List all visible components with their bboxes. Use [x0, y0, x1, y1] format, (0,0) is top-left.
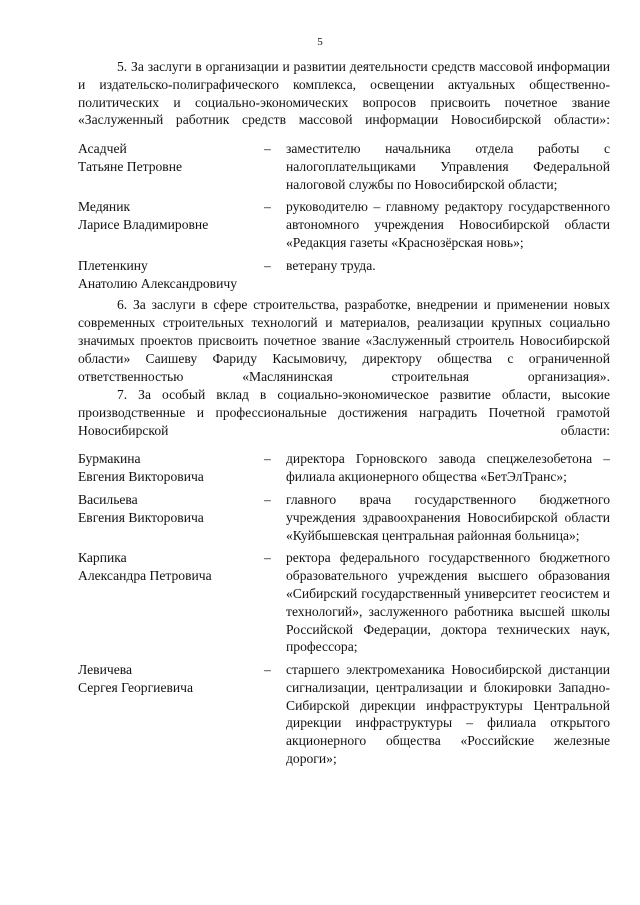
- paragraph-section-5: 5. За заслуги в организации и развитии деятельности средств массовой информации и издательско-полиграфического комплекса, освещении актуальных общественно-политических и социально-экономических вопросов присвоить почетное звание «Заслуженный работник средств массовой информации Новосибирской области»:: [78, 59, 610, 128]
- given-names: Татьяне Петровне: [78, 158, 183, 174]
- award-entry: [78, 450, 610, 486]
- recipient-position: заместителю начальника отдела работы с налогоплательщиками Управления Федеральной налоговой службы по Новосибирской области;: [286, 140, 610, 192]
- given-names: Сергея Георгиевича: [78, 679, 194, 695]
- award-entry: [78, 661, 610, 768]
- recipient-name: [78, 257, 264, 293]
- award-entry: [78, 198, 610, 251]
- given-names: Евгения Викторовича: [78, 469, 204, 485]
- dash: –: [264, 491, 271, 507]
- award-entry: [78, 257, 610, 293]
- dash: –: [264, 257, 271, 273]
- given-names: Александра Петровича: [78, 568, 212, 584]
- dash: –: [264, 199, 271, 215]
- recipient-position: директора Горновского завода спецжелезобетона – филиала акционерного общества «БетЭлТранс»;: [286, 451, 610, 485]
- paragraph-section-7: 7. За особый вклад в социально-экономическое развитие области, высокие производственные и профессиональные достижения наградить Почетной грамотой Новосибирской области:: [78, 387, 610, 438]
- recipient-position: ректора федерального государственного бюджетного образовательного учреждения высшего образования «Сибирский государственный университет геосистем и технологий», заслуженного работника высшей школы Российской Федерации, доктора технических наук, профессора;: [286, 550, 610, 655]
- surname: Васильева: [78, 491, 138, 507]
- surname: Асадчей: [78, 140, 127, 156]
- recipient-position: старшего электромеханика Новосибирской дистанции сигнализации, централизации и блокировки Западно-Сибирской дирекции инфраструктуры Центральной дирекции инфраструктуры – филиала открытого акционерного общества «Российские железные дороги»;: [286, 662, 610, 767]
- paragraph-section-6: 6. За заслуги в сфере строительства, разработке, внедрении и применении новых современных строительных технологий и материалов, реализации крупных социально значимых проектов присвоить почетное звание «Заслуженный строитель Новосибирской области» Саишеву Фариду Касымовичу, директору общества с ограниченной ответственностью «Маслянинская строительная организация».: [78, 297, 610, 384]
- award-entry: [78, 140, 610, 193]
- recipient-position: главного врача государственного бюджетного учреждения здравоохранения Новосибирской области «Куйбышевская центральная районная больница»;: [286, 491, 610, 543]
- given-names: Анатолию Александровичу: [78, 275, 238, 291]
- document-body: [78, 58, 610, 768]
- surname: Карпика: [78, 550, 127, 566]
- recipient-name: [78, 549, 264, 656]
- given-names: Ларисе Владимировне: [78, 217, 209, 233]
- recipient-position: ветерану труда.: [286, 257, 376, 273]
- award-entry: [78, 549, 610, 656]
- surname: Бурмакина: [78, 451, 141, 467]
- recipient-name: [78, 450, 264, 486]
- recipient-name: [78, 661, 264, 768]
- recipient-name: [78, 140, 264, 193]
- recipient-name: [78, 491, 264, 544]
- page-number: 5: [317, 36, 323, 48]
- surname: Левичева: [78, 662, 132, 678]
- dash: –: [264, 140, 271, 156]
- surname: Медяник: [78, 199, 131, 215]
- dash: –: [264, 550, 271, 566]
- award-entry: [78, 491, 610, 544]
- dash: –: [264, 662, 271, 678]
- recipient-position: руководителю – главному редактору государственного автономного учреждения Новосибирской области «Редакция газеты «Краснозёрская новь»;: [286, 199, 610, 250]
- recipient-name: [78, 198, 264, 251]
- surname: Плетенкину: [78, 257, 148, 273]
- given-names: Евгения Викторовича: [78, 509, 204, 525]
- dash: –: [264, 451, 271, 467]
